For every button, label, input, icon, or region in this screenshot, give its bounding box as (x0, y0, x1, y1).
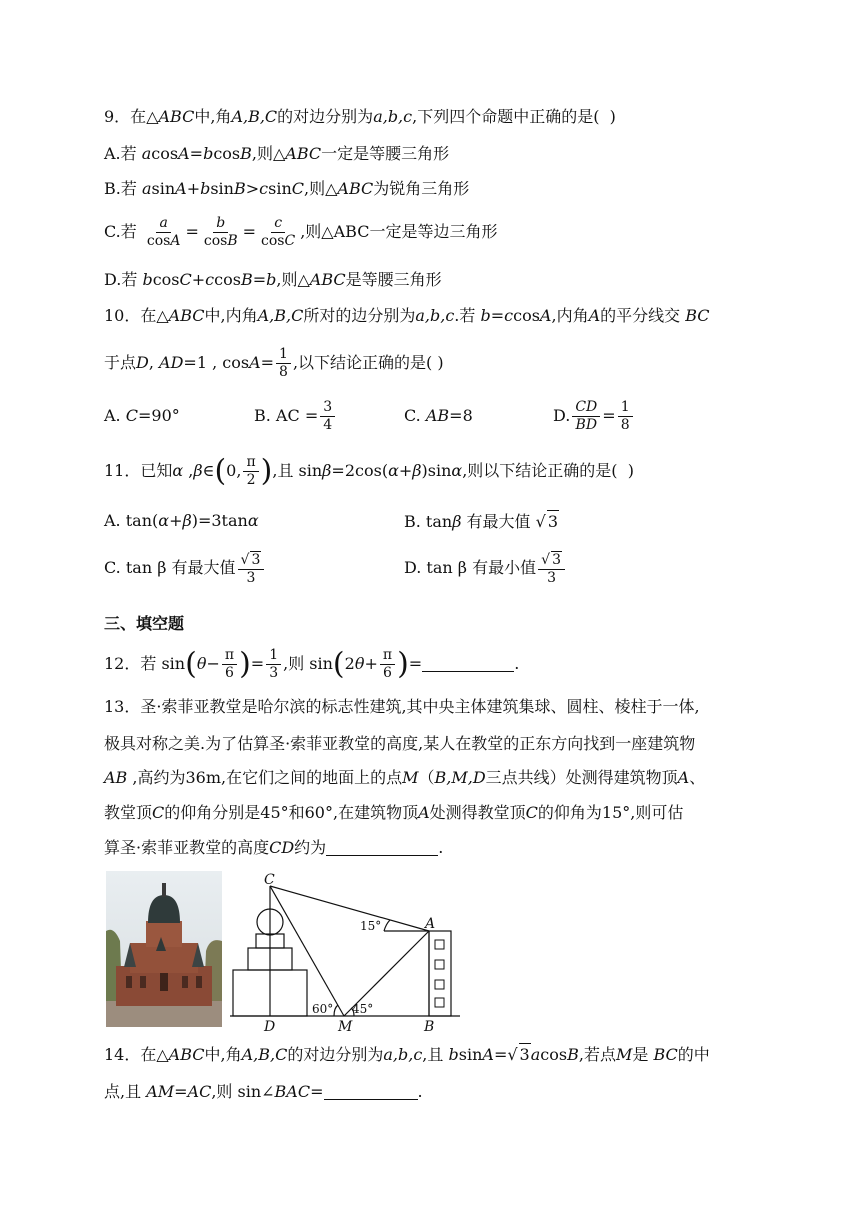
angle-60: 60° (312, 1002, 334, 1016)
q9-option-a: A.若 acosA=bcosB,则△ABC一定是等腰三角形 (104, 144, 450, 163)
q13-line5: 算圣·索菲亚教堂的高度CD约为 . (104, 838, 444, 857)
q10-option-d: D. $\frac{CD}{BD}$ = $\frac{1}{8}$ (553, 396, 635, 436)
q11-option-b: B. tanβ 有最大值 √ 3 (404, 512, 559, 531)
q11-option-d: D. tan β 有最小值 $\frac{√ 3}{3}$ (404, 548, 567, 588)
q12-text: 12．若 sin(θ− $\frac{\pi}{6}$ )= $\frac{1}{3}$ ,则 sin(2θ+ $\frac{\pi}{6}$ )= . (104, 646, 520, 682)
q14-line1: 14．在△ABC中,角A,B,C的对边分别为a,b,c,且 bsinA=√ 3acosB,若点M是 BC的中 (104, 1045, 710, 1064)
q13-line3: AB ,高约为36m,在它们之间的地面上的点M（B,M,D三点共线）处测得建筑物顶A、 (104, 768, 706, 787)
q11-option-a: A. tan(α+β)=3tanα (104, 511, 259, 530)
label-a: A (425, 916, 436, 932)
q13-line2: 极具对称之美.为了估算圣·索菲亚教堂的高度,某人在教堂的正东方向找到一座建筑物 (104, 734, 696, 753)
label-b: B (424, 1019, 435, 1034)
geometry-diagram (228, 868, 466, 1034)
q9-stem: 9．在△ABC中,角A,B,C的对边分别为a,b,c,下列四个命题中正确的是( ) (104, 107, 616, 126)
q9-option-c: C.若 $\frac{a}{\cos A}$ = $\frac{b}{\cos B}$ = $\frac{c}{\cos C}$ ,则△ABC一定是等边三角形 (104, 215, 498, 249)
section-heading: 三、填空题 (104, 614, 185, 633)
q11-option-c: C. tan β 有最大值 $\frac{√ 3}{3}$ (104, 548, 266, 588)
q10-option-a: A. C=90° (104, 406, 180, 425)
q13-line1: 13．圣·索菲亚教堂是哈尔滨的标志性建筑,其中央主体建筑集球、圆柱、棱柱于一体, (104, 697, 700, 716)
q13-line4: 教堂顶C的仰角分别是45°和60°,在建筑物顶A处测得教堂顶C的仰角为15°,则可估 (104, 803, 684, 822)
q14-line2: 点,且 AM=AC,则 sin∠BAC= . (104, 1082, 423, 1101)
q9-option-b: B.若 asinA+bsinB>csinC,则△ABC为锐角三角形 (104, 179, 470, 198)
q10-line2: 于点D, AD=1 , cosA= $\frac{1}{8}$ ,以下结论正确的是( ) (104, 346, 444, 380)
label-m: M (338, 1019, 353, 1034)
q11-stem: 11．已知α ,β∈(0, $\frac{\pi}{2}$ ),且 sinβ=2cos(α+β)sinα,则以下结论正确的是( ) (104, 453, 634, 489)
label-c: C (264, 872, 275, 888)
q10-line1: 10．在△ABC中,内角A,B,C所对的边分别为a,b,c.若 b=ccosA,内角A的平分线交 BC (104, 306, 710, 325)
q10-option-b: B. AC = $\frac{3}{4}$ (254, 396, 337, 436)
q9-option-d: D.若 bcosC+ccosB=b,则△ABC是等腰三角形 (104, 270, 442, 289)
q10-option-c: C. AB=8 (404, 406, 473, 425)
label-d: D (264, 1019, 276, 1034)
angle-15: 15° (360, 919, 382, 933)
cathedral-photo (106, 871, 222, 1027)
angle-45: 45° (352, 1002, 374, 1016)
